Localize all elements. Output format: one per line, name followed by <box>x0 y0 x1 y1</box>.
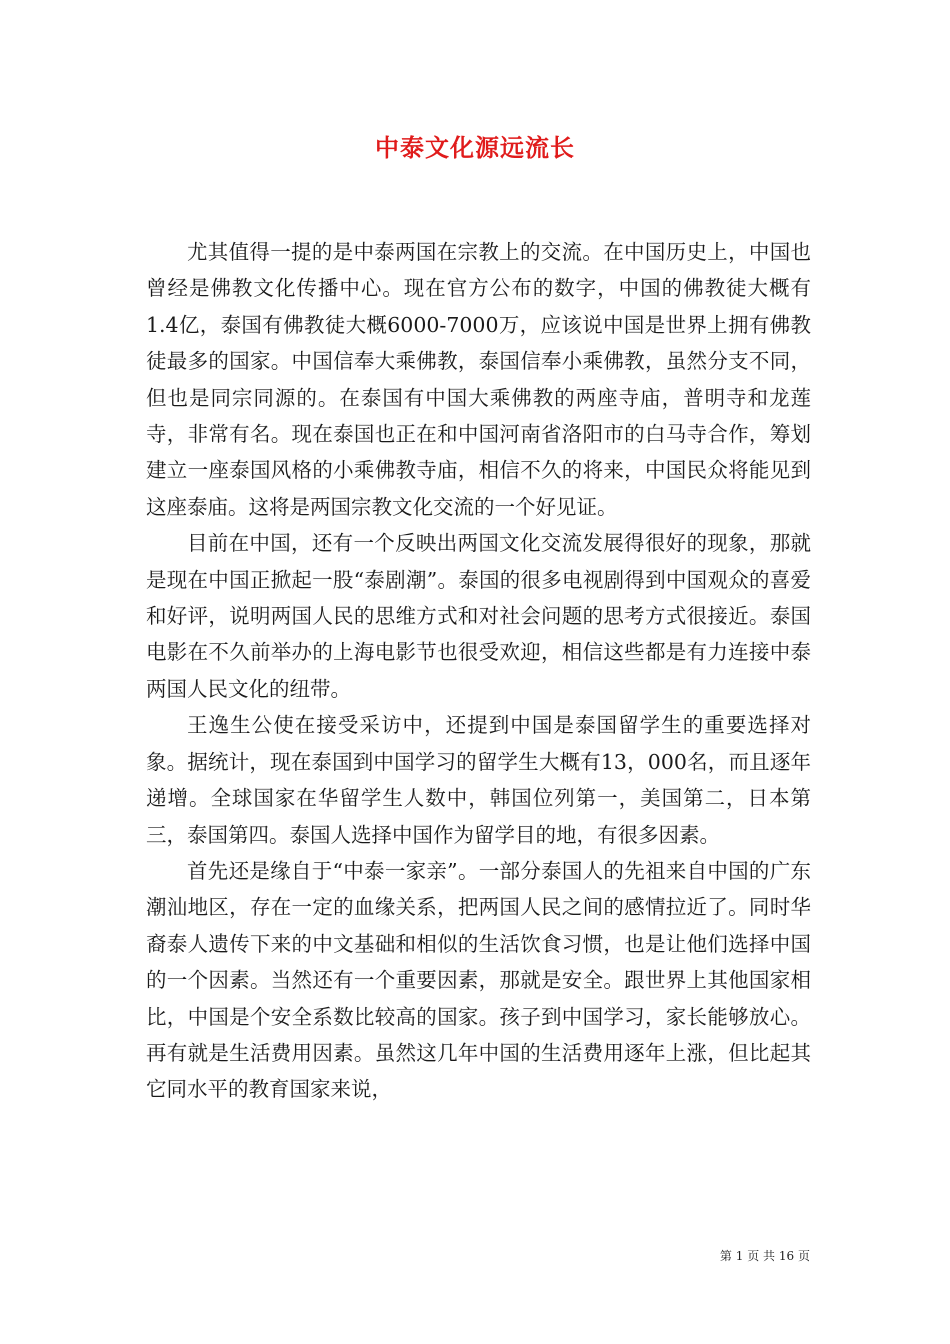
document-body <box>146 234 811 1108</box>
paragraph: 尤其值得一提的是中泰两国在宗教上的交流。在中国历史上，中国也曾经是佛教文化传播中心。现在官方公布的数字，中国的佛教徒大概有1.4亿，泰国有佛教徒大概6000-7000万，应该说中国是世界上拥有佛教徒最多的国家。中国信奉大乘佛教，泰国信奉小乘佛教，虽然分支不同，但也是同宗同源的。在泰国有中国大乘佛教的两座寺庙，普明寺和龙莲寺，非常有名。现在泰国也正在和中国河南省洛阳市的白马寺合作，筹划建立一座泰国风格的小乘佛教寺庙，相信不久的将来，中国民众将能见到这座泰庙。这将是两国宗教文化交流的一个好见证。 <box>146 240 811 519</box>
footer-suffix: 页 <box>797 1249 810 1263</box>
page-number-footer <box>700 1248 810 1264</box>
footer-middle: 页 共 <box>747 1249 776 1263</box>
paragraph: 王逸生公使在接受采访中，还提到中国是泰国留学生的重要选择对象。据统计，现在泰国到中国学习的留学生大概有13，000名，而且逐年递增。全球国家在华留学生人数中，韩国位列第一，美国第二，日本第三，泰国第四。泰国人选择中国作为留学目的地，有很多因素。 <box>146 713 811 847</box>
document-title: 中泰文化源远流长 <box>375 133 575 162</box>
paragraph: 目前在中国，还有一个反映出两国文化交流发展得很好的现象，那就是现在中国正掀起一股“泰剧潮”。泰国的很多电视剧得到中国观众的喜爱和好评，说明两国人民的思维方式和对社会问题的思考方式很接近。泰国电影在不久前举办的上海电影节也很受欢迎，相信这些都是有力连接中泰两国人民文化的纽带。 <box>146 531 811 701</box>
paragraph: 首先还是缘自于“中泰一家亲”。一部分泰国人的先祖来自中国的广东潮汕地区，存在一定的血缘关系，把两国人民之间的感情拉近了。同时华裔泰人遗传下来的中文基础和相似的生活饮食习惯，也是让他们选择中国的一个因素。当然还有一个重要因素，那就是安全。跟世界上其他国家相比，中国是个安全系数比较高的国家。孩子到中国学习，家长能够放心。再有就是生活费用因素。虽然这几年中国的生活费用逐年上涨，但比起其它同水平的教育国家来说， <box>146 858 811 1102</box>
footer-prefix: 第 <box>719 1249 732 1263</box>
total-pages: 16 <box>778 1249 795 1263</box>
current-page-number: 1 <box>735 1249 744 1263</box>
